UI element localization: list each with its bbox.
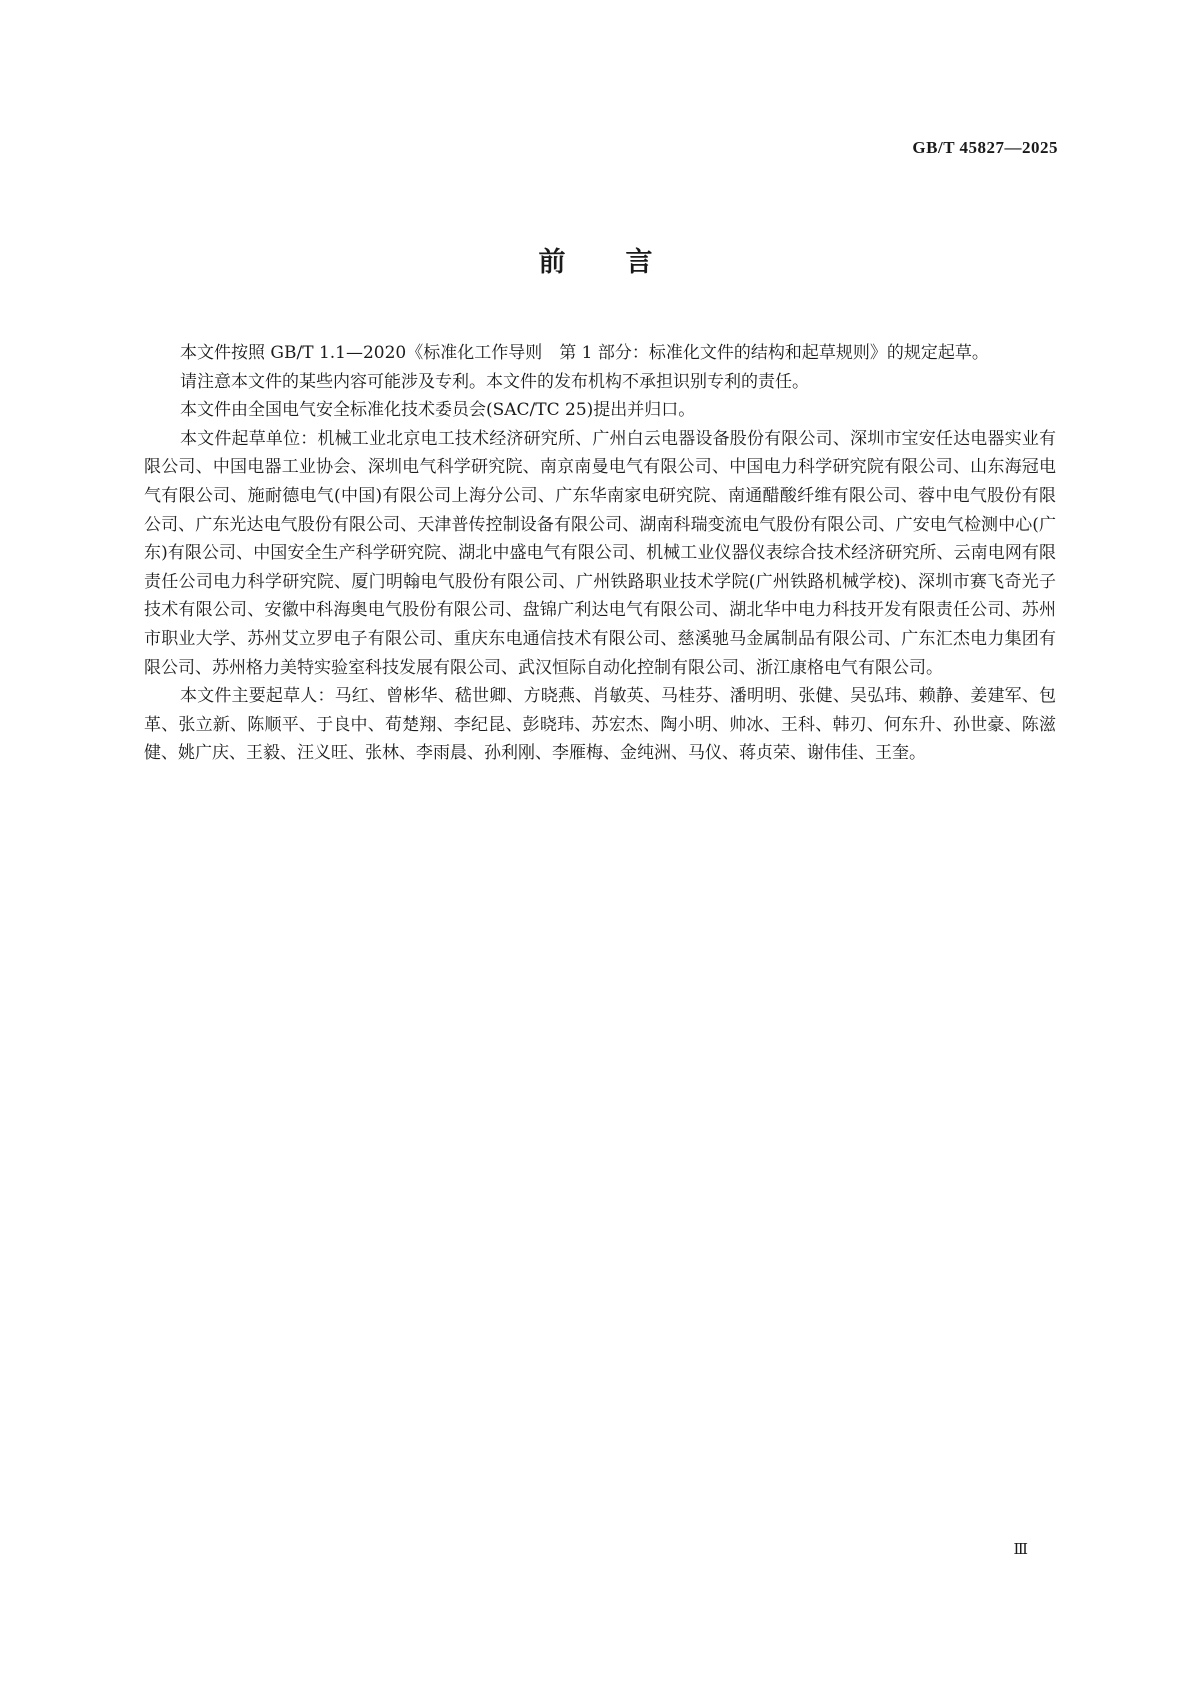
paragraph-drafters: 本文件主要起草人：马红、曾彬华、嵇世卿、方晓燕、肖敏英、马桂芬、潘明明、张健、吴弘玮、赖静、姜建军、包革、张立新、陈顺平、于良中、荀楚翔、李纪昆、彭晓玮、苏宏杰、陶小明、帅冰、王科、韩刃、何东升、孙世豪、陈滋健、姚广庆、王毅、汪义旺、张林、李雨晨、孙利刚、李雁梅、金纯洲、马仪、蒋贞荣、谢伟佳、王奎。 — [144, 686, 1056, 764]
page-title: 前言 — [538, 247, 713, 278]
paragraph-proposer: 本文件由全国电气安全标准化技术委员会(SAC/TC 25)提出并归口。 — [180, 400, 696, 421]
paragraph-patent-notice: 请注意本文件的某些内容可能涉及专利。本文件的发布机构不承担识别专利的责任。 — [180, 371, 809, 392]
page-number: Ⅲ — [1013, 1542, 1028, 1558]
foreword-body — [144, 339, 1056, 768]
paragraph-drafting-units: 本文件起草单位：机械工业北京电工技术经济研究所、广州白云电器设备股份有限公司、深圳市宝安任达电器实业有限公司、中国电器工业协会、深圳电气科学研究院、南京南曼电气有限公司、中国电力科学研究院有限公司、山东海冠电气有限公司、施耐德电气(中国)有限公司上海分公司、广东华南家电研究院、南通醋酸纤维有限公司、蓉中电气股份有限公司、广东光达电气股份有限公司、天津普传控制设备有限公司、湖南科瑞变流电气股份有限公司、广安电气检测中心(广东)有限公司、中国安全生产科学研究院、湖北中盛电气有限公司、机械工业仪器仪表综合技术经济研究所、云南电网有限责任公司电力科学研究院、厦门明翰电气股份有限公司、广州铁路职业技术学院(广州铁路机械学校)、深圳市赛飞奇光子技术有限公司、安徽中科海奥电气股份有限公司、盘锦广利达电气有限公司、湖北华中电力科技开发有限责任公司、苏州市职业大学、苏州艾立罗电子有限公司、重庆东电通信技术有限公司、慈溪驰马金属制品有限公司、广东汇杰电力集团有限公司、苏州格力美特实验室科技发展有限公司、武汉恒际自动化控制有限公司、浙江康格电气有限公司。 — [144, 428, 1056, 678]
paragraph-drafting-basis: 本文件按照 GB/T 1.1—2020《标准化工作导则 第 1 部分：标准化文件的结构和起草规则》的规定起草。 — [180, 343, 989, 363]
standard-number: GB/T 45827—2025 — [912, 138, 1058, 157]
